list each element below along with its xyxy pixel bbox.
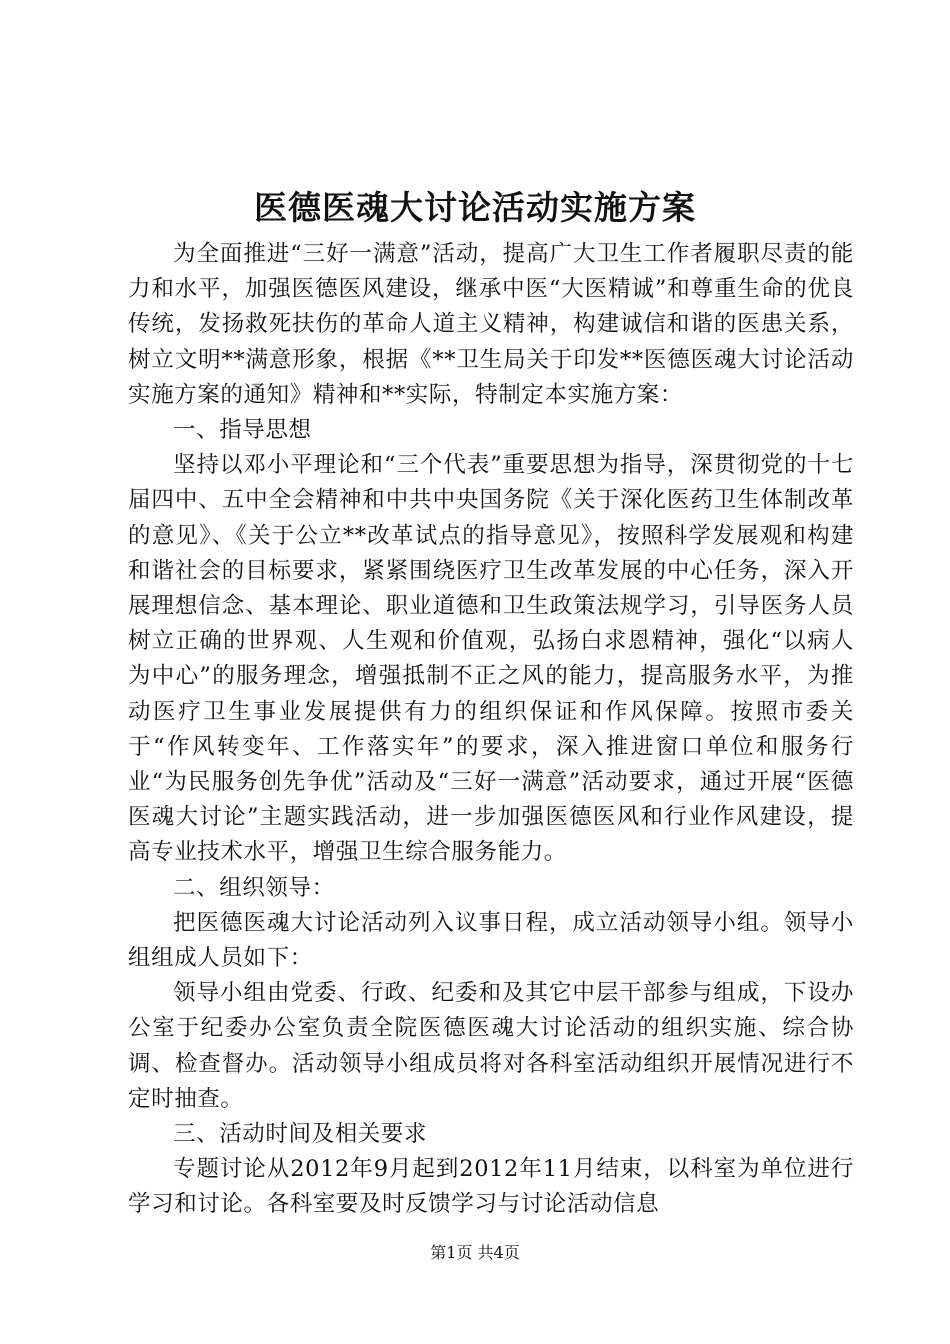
section-heading-organization: 二、组织领导： xyxy=(173,874,335,901)
schedule-paragraph: 专题讨论从2012年9月起到2012年11月结束，以科室为单位进行学习和讨论。各科室要及时反馈学习与讨论活动信息 xyxy=(128,1156,854,1218)
organization-paragraph-1: 把医德医魂大讨论活动列入议事日程，成立活动领导小组。领导小组组成人员如下： xyxy=(128,909,854,972)
guiding-thought-paragraph: 坚持以邓小平理论和“三个代表”重要思想为指导，深贯彻党的十七届四中、五中全会精神和中共中央国务院《关于深化医药卫生体制改革的意见》、《关于公立**改革试点的指导意见》，按照科学发展观和构建和谐社会的目标要求，紧紧围绕医疗卫生改革发展的中心任务，深入开展理想信念、基本理论、职业道德和卫生政策法规学习，引导医务人员树立正确的世界观、人生观和价值观，弘扬白求恩精神，强化“以病人为中心”的服务理念，增强抵制不正之风的能力，提高服务水平，为推动医疗卫生事业发展提供有力的组织保证和作风保障。按照市委关于“作风转变年、工作落实年”的要求，深入推进窗口单位和服务行业“为民服务创先争优”活动及“三好一满意”活动要求，通过开展“医德医魂大讨论”主题实践活动，进一步加强医德医风和行业作风建设，提高专业技术水平，增强卫生综合服务能力。 xyxy=(128,452,854,866)
intro-paragraph: 为全面推进“三好一满意”活动，提高广大卫生工作者履职尽责的能力和水平，加强医德医风建设，继承中医“大医精诚”和尊重生命的优良传统，发扬救死扶伤的革命人道主义精神，构建诚信和谐的医患关系，树立文明**满意形象，根据《**卫生局关于印发**医德医魂大讨论活动实施方案的通知》精神和**实际，特制定本实施方案： xyxy=(128,241,854,408)
section-heading-guiding-thought: 一、指导思想 xyxy=(173,417,312,444)
document-body xyxy=(128,237,854,1223)
organization-paragraph-2: 领导小组由党委、行政、纪委和及其它中层干部参与组成，下设办公室于纪委办公室负责全院医德医魂大讨论活动的组织实施、综合协调、检查督办。活动领导小组成员将对各科室活动组织开展情况进行不定时抽查。 xyxy=(128,980,854,1112)
page-number-footer: 第1页 共4页 xyxy=(430,1243,520,1262)
section-heading-schedule: 三、活动时间及相关要求 xyxy=(173,1121,428,1148)
document-title: 医德医魂大讨论活动实施方案 xyxy=(254,188,696,227)
